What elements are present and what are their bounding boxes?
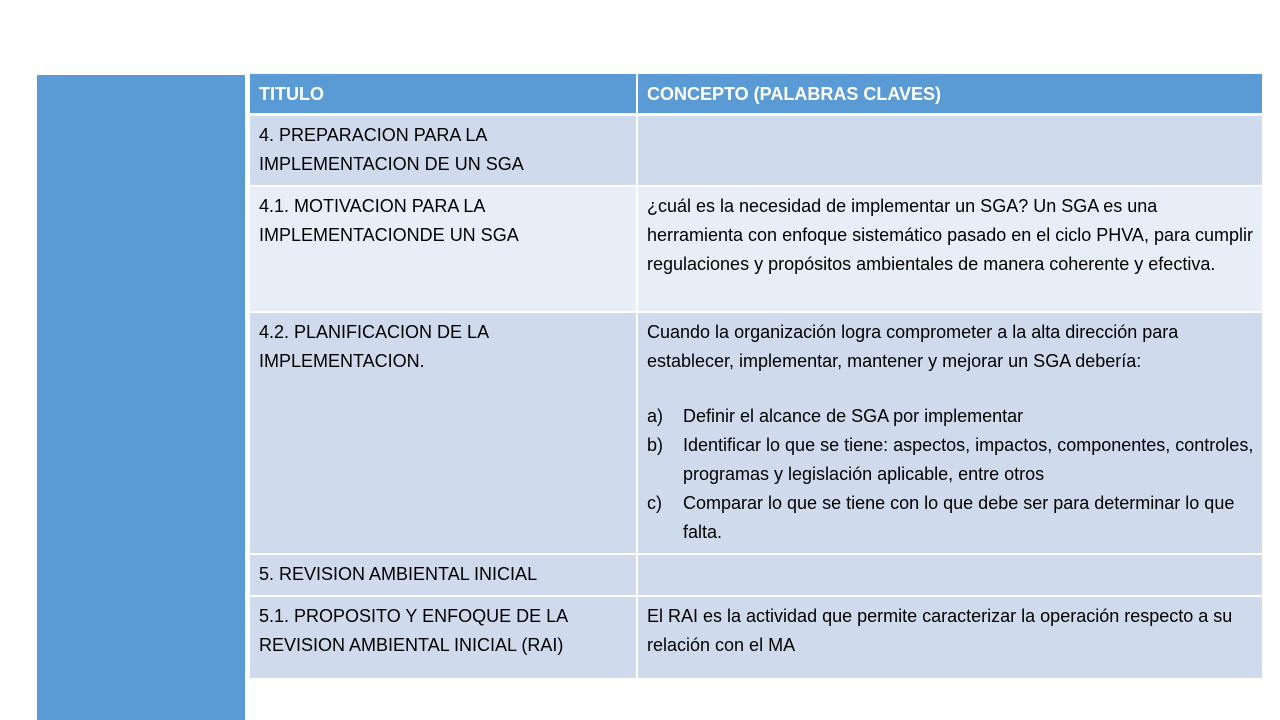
table-row — [249, 186, 1263, 312]
table-row — [249, 596, 1263, 679]
titulo-cell: 4.1. MOTIVACION PARA LA IMPLEMENTACIONDE UN SGA — [249, 186, 637, 312]
list-text: Comparar lo que se tiene con lo que debe ser para determinar lo que falta. — [683, 493, 1235, 542]
table-row — [249, 312, 1263, 554]
list-marker: c) — [647, 493, 662, 513]
table-row — [249, 115, 1263, 187]
list-item — [647, 402, 1254, 431]
list-marker: b) — [647, 435, 664, 455]
header-concepto: CONCEPTO (PALABRAS CLAVES) — [637, 73, 1263, 115]
concepto-intro: Cuando la organización logra comprometer a la alta dirección para establecer, implementar, mantener y mejorar un SGA debería: — [647, 322, 1179, 371]
list-item — [647, 489, 1254, 547]
titulo-cell: 5.1. PROPOSITO Y ENFOQUE DE LA REVISION AMBIENTAL INICIAL (RAI) — [249, 596, 637, 679]
concepto-cell — [637, 554, 1263, 596]
list-marker: a) — [647, 406, 664, 426]
table-row — [249, 554, 1263, 596]
list-text: Definir el alcance de SGA por implementar — [683, 406, 1024, 426]
concepto-cell: ¿cuál es la necesidad de implementar un SGA? Un SGA es una herramienta con enfoque sistemático pasado en el ciclo PHVA, para cumplir regulaciones y propósitos ambientales de manera coherente y efectiva. — [637, 186, 1263, 312]
concept-table — [248, 72, 1264, 680]
header-titulo: TITULO — [249, 73, 637, 115]
titulo-cell: 4.2. PLANIFICACION DE LA IMPLEMENTACION. — [249, 312, 637, 554]
left-accent-bar — [37, 75, 245, 720]
titulo-cell: 4. PREPARACION PARA LA IMPLEMENTACION DE UN SGA — [249, 115, 637, 187]
table-header-row — [249, 73, 1263, 115]
concepto-cell: El RAI es la actividad que permite caracterizar la operación respecto a su relación con el MA — [637, 596, 1263, 679]
concepto-list — [647, 402, 1254, 547]
concept-table-container — [248, 72, 1262, 680]
concepto-cell — [637, 312, 1263, 554]
list-item — [647, 431, 1254, 489]
titulo-cell: 5. REVISION AMBIENTAL INICIAL — [249, 554, 637, 596]
concepto-cell — [637, 115, 1263, 187]
list-text: Identificar lo que se tiene: aspectos, impactos, componentes, controles, programas y legislación aplicable, entre otros — [683, 435, 1254, 484]
